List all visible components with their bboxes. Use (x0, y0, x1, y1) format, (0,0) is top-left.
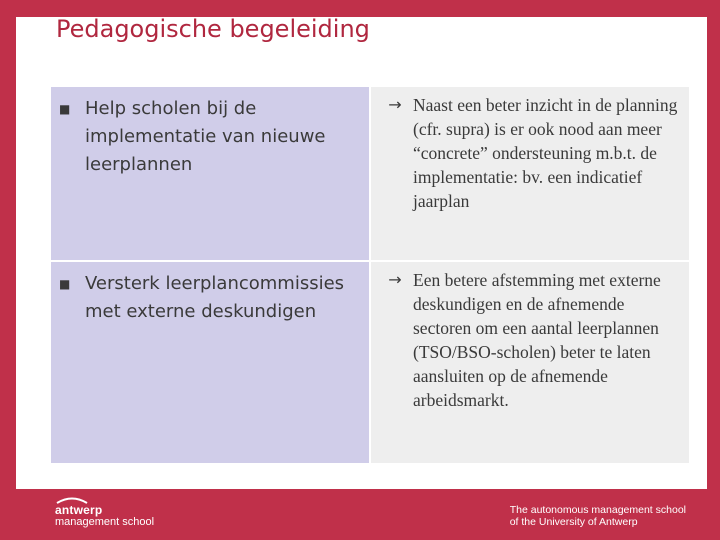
table-row-2-right-cell (371, 262, 689, 463)
tagline-line1: The autonomous management school (509, 504, 686, 516)
slide-canvas (16, 17, 707, 489)
bullet-item (59, 270, 361, 326)
table-row-2-left-cell (51, 262, 371, 463)
content-table (51, 87, 689, 463)
right-arrow-icon: → (388, 270, 402, 289)
arrow-item (377, 268, 683, 412)
table-row-1-right-cell (371, 87, 689, 262)
bullet-item (59, 95, 361, 179)
arrow-text: Een betere afstemming met externe deskundigen en de afnemende sectoren om een aantal leerplannen (TSO/BSO-scholen) beter te laten aansluiten op de afnemende arbeidsmarkt. (413, 270, 661, 410)
right-arrow-icon: → (388, 95, 402, 114)
logo-wordmark-line1: antwerp (55, 503, 103, 517)
bullet-text: Help scholen bij de implementatie van nieuwe leerplannen (85, 98, 326, 175)
table-row-1-left-cell (51, 87, 371, 262)
slide-title: Pedagogische begeleiding (56, 15, 370, 43)
footer-tagline (510, 504, 686, 528)
square-bullet-icon: ■ (59, 102, 71, 116)
logo-wordmark-line2: management school (55, 516, 155, 528)
arrow-item (377, 93, 683, 213)
bullet-text: Versterk leerplancommissies met externe deskundigen (85, 273, 345, 322)
tagline-line2: of the University of Antwerp (509, 516, 638, 528)
square-bullet-icon: ■ (59, 277, 71, 291)
arrow-text: Naast een beter inzicht in de planning (cfr. supra) is er ook nood aan meer “concrete” ondersteuning m.b.t. de implementatie: bv. een indicatief jaarplan (413, 95, 678, 211)
antwerp-management-school-logo (55, 496, 154, 528)
